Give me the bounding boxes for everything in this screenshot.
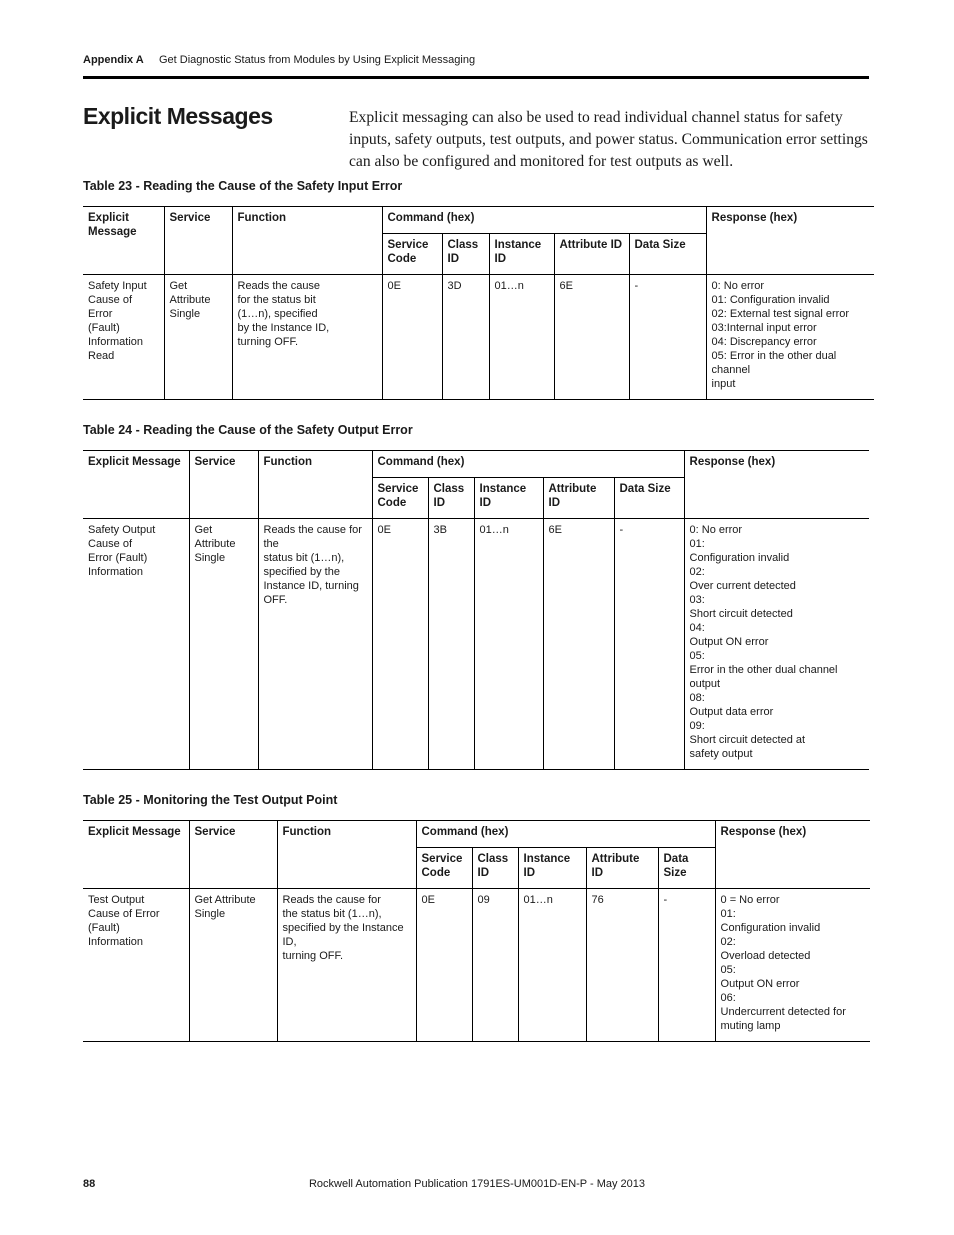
table-25 bbox=[83, 820, 870, 1042]
cell-service: Get Attribute Single bbox=[189, 519, 258, 770]
table-23-caption: Table 23 - Reading the Cause of the Safety Input Error bbox=[83, 179, 403, 193]
cell-class-id: 3D bbox=[442, 275, 489, 400]
header-instance-id: Instance ID bbox=[489, 234, 554, 275]
header-class-id: Class ID bbox=[472, 848, 518, 889]
intro-paragraph: Explicit messaging can also be used to read individual channel status for safety inputs, safety outputs, test outputs, and power status. Communication error settings can also be configured and monitored for test outputs as well. bbox=[349, 109, 868, 170]
table-23 bbox=[83, 206, 874, 400]
header-explicit-message: Explicit Message bbox=[83, 821, 189, 889]
header-data-size: Data Size bbox=[629, 234, 706, 275]
cell-class-id: 09 bbox=[472, 889, 518, 1042]
header-command: Command (hex) bbox=[416, 821, 715, 848]
header-service-code: Service Code bbox=[372, 478, 428, 519]
cell-response: 0 = No error 01: Configuration invalid 02: Overload detected 05: Output ON error 06: Undercurrent detected for muting lamp bbox=[715, 889, 870, 1042]
cell-service: Get Attribute Single bbox=[189, 889, 277, 1042]
header-data-size: Data Size bbox=[658, 848, 715, 889]
publication-info: Rockwell Automation Publication 1791ES-UM001D-EN-P - May 2013 bbox=[308, 1178, 646, 1190]
cell-function: Reads the cause for the status bit (1…n), specified by the Instance ID, turning OFF. bbox=[232, 275, 382, 400]
header-service-code: Service Code bbox=[416, 848, 472, 889]
header-class-id: Class ID bbox=[442, 234, 489, 275]
header-attribute-id: Attribute ID bbox=[554, 234, 629, 275]
cell-attribute-id: 6E bbox=[543, 519, 614, 770]
running-header bbox=[83, 54, 869, 79]
cell-response: 0: No error 01: Configuration invalid 02: External test signal error 03:Internal input error 04: Discrepancy error 05: Error in the other dual channel input bbox=[706, 275, 874, 400]
cell-response: 0: No error 01: Configuration invalid 02: Over current detected 03: Short circuit detected 04: Output ON error 05: Error in the other dual channel output 08: Output data error 09: Short circuit detected at safety output bbox=[684, 519, 869, 770]
chapter-title: Get Diagnostic Status from Modules by Using Explicit Messaging bbox=[159, 54, 476, 66]
table-25-caption: Table 25 - Monitoring the Test Output Point bbox=[83, 793, 338, 807]
header-service: Service bbox=[189, 821, 277, 889]
table-row bbox=[83, 275, 874, 400]
cell-function: Reads the cause for the status bit (1…n), specified by the Instance ID, turning OFF. bbox=[258, 519, 372, 770]
table-24-caption: Table 24 - Reading the Cause of the Safety Output Error bbox=[83, 423, 413, 437]
table-24 bbox=[83, 450, 869, 770]
header-attribute-id: Attribute ID bbox=[586, 848, 658, 889]
header-function: Function bbox=[277, 821, 416, 889]
header-attribute-id: Attribute ID bbox=[543, 478, 614, 519]
header-explicit-message: Explicit Message bbox=[83, 207, 164, 275]
cell-function: Reads the cause for the status bit (1…n), specified by the Instance ID, turning OFF. bbox=[277, 889, 416, 1042]
header-class-id: Class ID bbox=[428, 478, 474, 519]
header-service: Service bbox=[164, 207, 232, 275]
cell-instance-id: 01…n bbox=[474, 519, 543, 770]
header-data-size: Data Size bbox=[614, 478, 684, 519]
header-response: Response (hex) bbox=[715, 821, 870, 889]
table-row bbox=[83, 519, 869, 770]
header-response: Response (hex) bbox=[706, 207, 874, 275]
cell-attribute-id: 76 bbox=[586, 889, 658, 1042]
header-service: Service bbox=[189, 451, 258, 519]
header-explicit-message: Explicit Message bbox=[83, 451, 189, 519]
header-instance-id: Instance ID bbox=[474, 478, 543, 519]
cell-class-id: 3B bbox=[428, 519, 474, 770]
table-row bbox=[83, 889, 870, 1042]
header-command: Command (hex) bbox=[372, 451, 684, 478]
cell-data-size: - bbox=[614, 519, 684, 770]
cell-service-code: 0E bbox=[416, 889, 472, 1042]
cell-service-code: 0E bbox=[372, 519, 428, 770]
header-command: Command (hex) bbox=[382, 207, 706, 234]
cell-service: Get Attribute Single bbox=[164, 275, 232, 400]
cell-explicit-message: Safety Input Cause of Error (Fault) Information Read bbox=[83, 275, 164, 400]
section-heading: Explicit Messages bbox=[83, 103, 273, 129]
cell-instance-id: 01…n bbox=[518, 889, 586, 1042]
cell-service-code: 0E bbox=[382, 275, 442, 400]
cell-attribute-id: 6E bbox=[554, 275, 629, 400]
header-response: Response (hex) bbox=[684, 451, 869, 519]
header-function: Function bbox=[258, 451, 372, 519]
page-number: 88 bbox=[83, 1178, 96, 1190]
header-instance-id: Instance ID bbox=[518, 848, 586, 889]
header-function: Function bbox=[232, 207, 382, 275]
cell-explicit-message: Test Output Cause of Error (Fault) Information bbox=[83, 889, 189, 1042]
cell-data-size: - bbox=[629, 275, 706, 400]
cell-instance-id: 01…n bbox=[489, 275, 554, 400]
cell-explicit-message: Safety Output Cause of Error (Fault) Information bbox=[83, 519, 189, 770]
cell-data-size: - bbox=[658, 889, 715, 1042]
appendix-label: Appendix A bbox=[83, 54, 144, 66]
header-service-code: Service Code bbox=[382, 234, 442, 275]
